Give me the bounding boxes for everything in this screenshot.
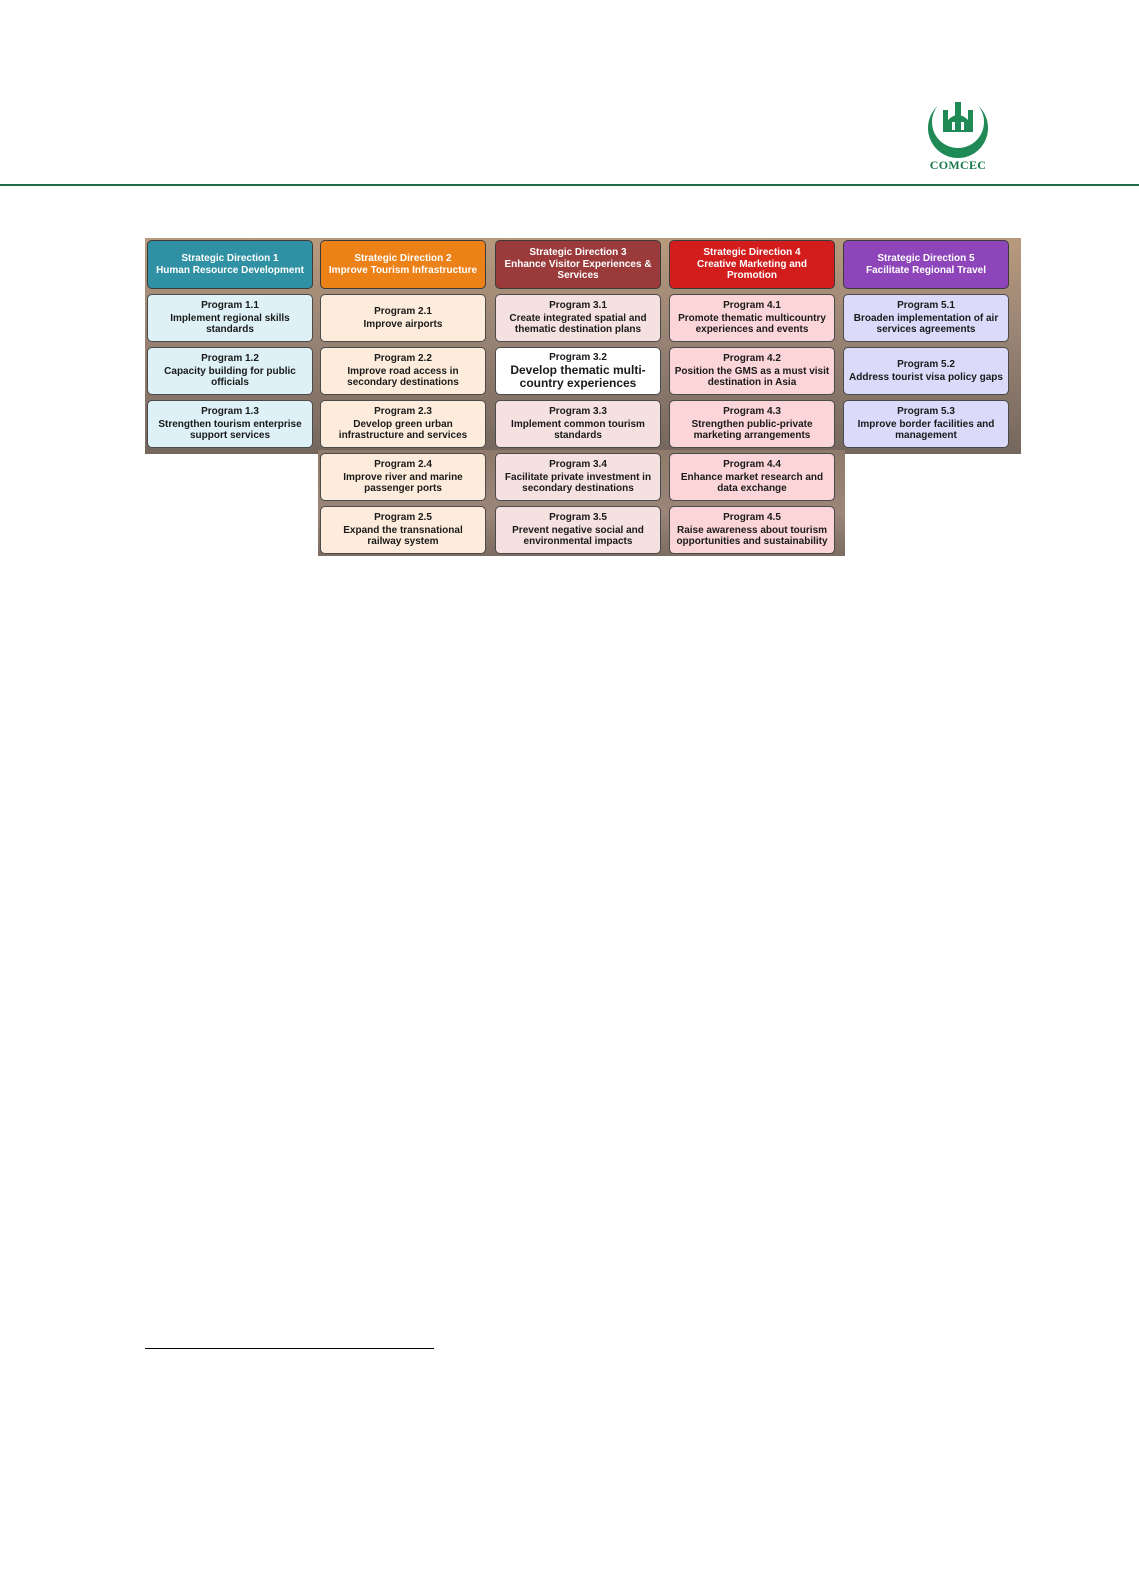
program-number: Program 1.2 — [201, 353, 259, 365]
program-number: Program 5.3 — [897, 406, 955, 418]
program-number: Program 5.2 — [897, 359, 955, 370]
logo-wordmark: COMCEC — [929, 158, 987, 172]
program-5-1 — [843, 294, 1009, 342]
program-2-3 — [320, 400, 486, 448]
program-number: Program 4.2 — [723, 353, 781, 365]
header-divider — [0, 184, 1139, 186]
sd-heading: Strategic Direction 2 — [354, 253, 452, 264]
sd-subtitle: Enhance Visitor Experiences & Services — [504, 258, 652, 282]
program-number: Program 1.1 — [201, 300, 259, 312]
program-title: Promote thematic multicountry experiences and events — [678, 312, 826, 336]
program-title: Strengthen public-private marketing arrangements — [691, 418, 813, 442]
program-3-1 — [495, 294, 661, 342]
comcec-logo — [922, 96, 994, 178]
program-2-1 — [320, 294, 486, 342]
program-title: Develop green urban infrastructure and services — [338, 418, 468, 442]
crescent-emblem-icon — [922, 96, 994, 160]
program-title: Raise awareness about tourism opportunities and sustainability — [676, 524, 828, 548]
program-5-3 — [843, 400, 1009, 448]
program-1-3 — [147, 400, 313, 448]
program-title: Facilitate private investment in secondary destinations — [504, 471, 652, 495]
program-number: Program 4.5 — [723, 512, 781, 524]
sd-heading: Strategic Direction 5 — [877, 253, 975, 264]
program-number: Program 4.3 — [723, 406, 781, 418]
program-4-3 — [669, 400, 835, 448]
program-4-2 — [669, 347, 835, 395]
sd-subtitle: Facilitate Regional Travel — [865, 264, 987, 276]
program-number: Program 3.5 — [549, 512, 607, 524]
strategic-direction-5-header — [843, 240, 1009, 289]
program-2-5 — [320, 506, 486, 554]
footnote-separator — [145, 1348, 434, 1349]
program-3-2 — [495, 347, 661, 395]
program-title: Implement regional skills standards — [170, 312, 290, 336]
program-2-4 — [320, 453, 486, 501]
sd-subtitle: Improve Tourism Infrastructure — [328, 264, 478, 276]
program-title: Enhance market research and data exchange — [680, 471, 824, 495]
program-number: Program 2.2 — [374, 353, 432, 365]
program-title: Improve airports — [363, 318, 443, 330]
program-title: Improve road access in secondary destinations — [347, 365, 459, 389]
program-title: Strengthen tourism enterprise support services — [158, 418, 302, 442]
strategic-direction-2-header — [320, 240, 486, 289]
program-5-2 — [843, 347, 1009, 395]
program-title: Create integrated spatial and thematic destination plans — [509, 312, 647, 336]
program-number: Program 4.1 — [723, 300, 781, 312]
program-1-2 — [147, 347, 313, 395]
sd-subtitle: Human Resource Development — [156, 264, 304, 276]
program-title: Position the GMS as a must visit destination in Asia — [674, 365, 830, 389]
strategic-direction-1-header — [147, 240, 313, 289]
program-3-4 — [495, 453, 661, 501]
program-number: Program 3.2 — [549, 351, 607, 363]
strategic-direction-3-header — [495, 240, 661, 289]
sd-heading: Strategic Direction 3 — [529, 247, 627, 259]
program-4-5 — [669, 506, 835, 554]
program-title: Implement common tourism standards — [511, 418, 645, 442]
program-title: Develop thematic multi-country experiences — [510, 363, 646, 391]
program-title: Prevent negative social and environmental impacts — [512, 524, 644, 548]
program-number: Program 3.3 — [549, 406, 607, 418]
program-title: Improve border facilities and management — [857, 418, 995, 442]
program-1-1 — [147, 294, 313, 342]
program-4-4 — [669, 453, 835, 501]
program-3-5 — [495, 506, 661, 554]
program-title: Improve river and marine passenger ports — [343, 471, 463, 495]
sd-subtitle: Creative Marketing and Promotion — [696, 258, 808, 282]
program-title: Expand the transnational railway system — [343, 524, 463, 548]
strategic-direction-4-header — [669, 240, 835, 289]
program-2-2 — [320, 347, 486, 395]
strategic-directions-figure — [145, 238, 1021, 556]
program-number: Program 4.4 — [723, 459, 781, 471]
program-number: Program 5.1 — [897, 300, 955, 312]
program-title: Broaden implementation of air services agreements — [853, 312, 999, 336]
program-number: Program 3.1 — [549, 300, 607, 312]
program-3-3 — [495, 400, 661, 448]
program-number: Program 2.3 — [374, 406, 432, 418]
program-number: Program 1.3 — [201, 406, 259, 418]
program-number: Program 3.4 — [549, 459, 607, 471]
program-number: Program 2.4 — [374, 459, 432, 471]
program-title: Capacity building for public officials — [164, 365, 296, 389]
program-title: Address tourist visa policy gaps — [849, 371, 1003, 383]
sd-heading: Strategic Direction 1 — [181, 253, 279, 264]
program-number: Program 2.5 — [374, 512, 432, 524]
program-4-1 — [669, 294, 835, 342]
program-number: Program 2.1 — [374, 306, 432, 317]
sd-heading: Strategic Direction 4 — [703, 247, 801, 259]
